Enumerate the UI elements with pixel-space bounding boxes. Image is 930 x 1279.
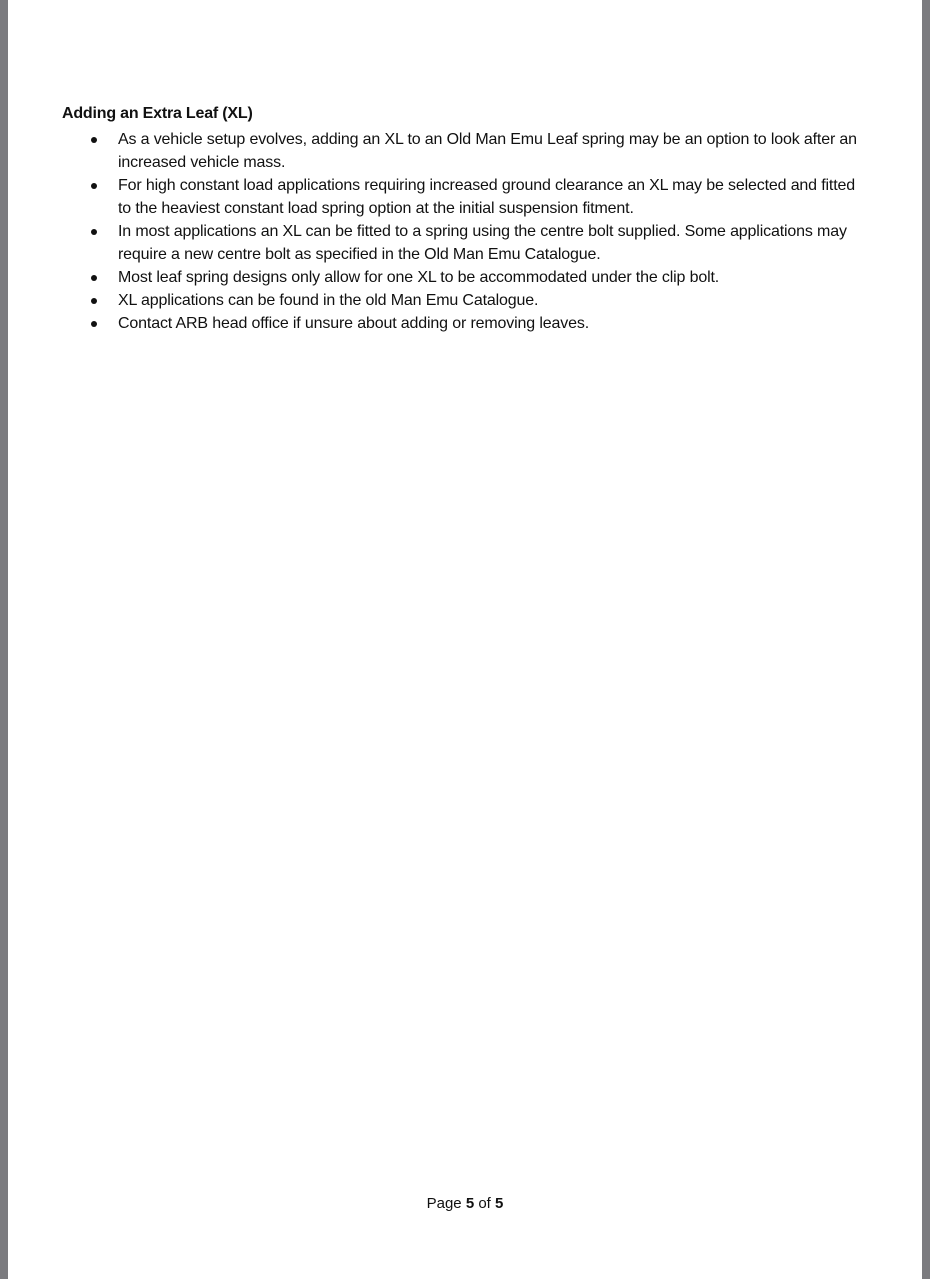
bullet-list	[88, 128, 858, 335]
bullet-icon	[91, 229, 97, 235]
list-item	[88, 220, 858, 266]
bullet-icon	[91, 321, 97, 327]
section-title: Adding an Extra Leaf (XL)	[62, 105, 253, 122]
list-item-text: Most leaf spring designs only allow for one XL to be accommodated under the clip bolt.	[118, 269, 720, 286]
bullet-icon	[91, 298, 97, 304]
list-item	[88, 266, 858, 289]
list-item	[88, 289, 858, 312]
bullet-icon	[91, 275, 97, 281]
list-item-text: As a vehicle setup evolves, adding an XL to an Old Man Emu Leaf spring may be an option to look after an increased vehicle mass.	[118, 131, 857, 171]
list-item	[88, 312, 858, 335]
list-item-text: For high constant load applications requiring increased ground clearance an XL may be selected and fitted to the heaviest constant load spring option at the initial suspension fitment.	[118, 177, 856, 217]
list-item	[88, 174, 858, 220]
of-label: of	[478, 1195, 491, 1212]
page-number-footer	[8, 1195, 922, 1212]
list-item-text: XL applications can be found in the old Man Emu Catalogue.	[118, 292, 539, 309]
total-pages-number: 5	[495, 1195, 504, 1212]
bullet-icon	[91, 137, 97, 143]
page-prefix: Page	[426, 1195, 462, 1212]
bullet-icon	[91, 183, 97, 189]
list-item	[88, 128, 858, 174]
document-page[interactable]	[8, 0, 922, 1279]
list-item-text: In most applications an XL can be fitted to a spring using the centre bolt supplied. Some applications may require a new centre bolt as specified in the Old Man Emu Catalogue.	[118, 223, 847, 263]
list-item-text: Contact ARB head office if unsure about adding or removing leaves.	[118, 315, 589, 332]
current-page-number: 5	[465, 1195, 475, 1212]
